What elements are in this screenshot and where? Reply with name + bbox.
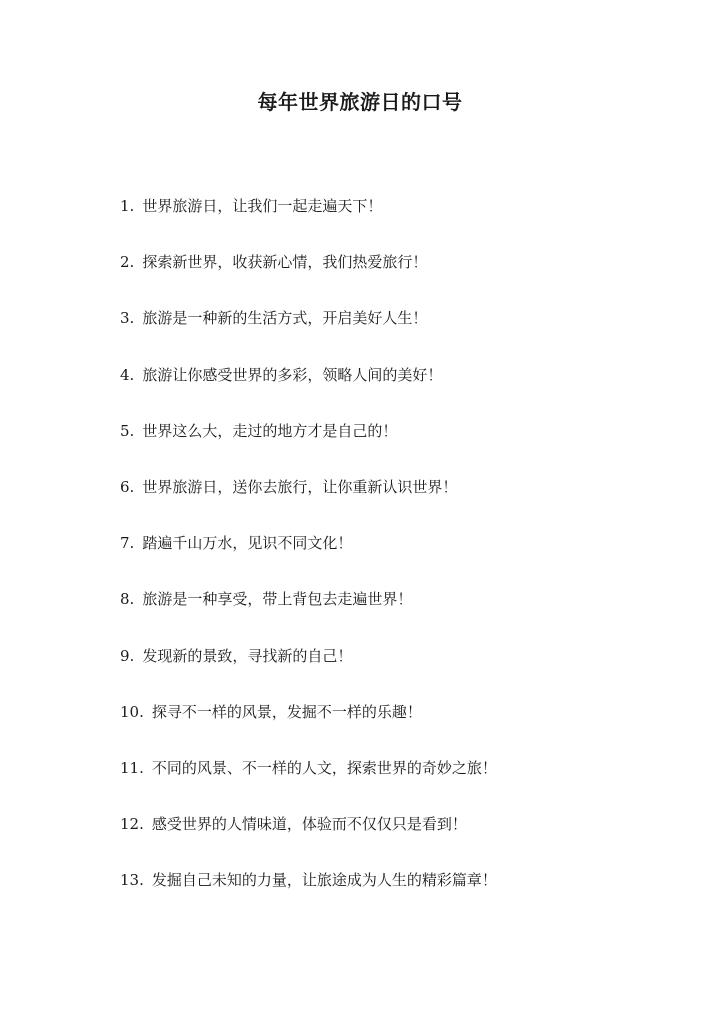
item-number: 7. [120,534,135,553]
item-number: 2. [120,253,135,272]
item-text: 旅游是一种新的生活方式，开启美好人生！ [142,309,428,328]
item-number: 13. [120,871,144,890]
item-number: 9. [120,646,135,665]
slogan-list [120,194,680,924]
item-text: 旅游让你感受世界的多彩，领略人间的美好！ [142,365,443,384]
list-item [120,812,680,868]
item-text: 不同的风景、不一样的人文，探索世界的奇妙之旅！ [151,758,497,777]
item-text: 旅游是一种享受，带上背包去走遍世界！ [142,590,413,609]
list-item [120,363,680,419]
item-text: 探寻不一样的风景，发掘不一样的乐趣！ [151,702,422,721]
document-title: 每年世界旅游日的口号 [257,90,463,114]
item-text: 感受世界的人情味道，体验而不仅仅只是看到！ [151,815,467,834]
item-text: 探索新世界，收获新心情，我们热爱旅行！ [142,253,428,272]
item-number: 10. [120,702,144,721]
list-item [120,419,680,475]
item-number: 6. [120,477,135,496]
item-text: 世界旅游日，送你去旅行，让你重新认识世界！ [142,477,458,496]
item-text: 发掘自己未知的力量，让旅途成为人生的精彩篇章！ [151,871,497,890]
list-item [120,531,680,587]
item-text: 踏遍千山万水，见识不同文化！ [142,534,353,553]
list-item [120,756,680,812]
list-item [120,475,680,531]
list-item [120,306,680,362]
list-item [120,868,680,924]
item-text: 世界这么大，走过的地方才是自己的！ [142,421,398,440]
item-number: 11. [120,758,144,777]
item-number: 12. [120,815,144,834]
item-number: 1. [120,197,135,215]
item-number: 3. [120,309,135,328]
item-number: 8. [120,590,135,609]
item-number: 5. [120,421,135,440]
list-item [120,644,680,700]
list-item [120,194,680,250]
list-item [120,587,680,643]
list-item [120,250,680,306]
item-number: 4. [120,365,135,384]
item-text: 世界旅游日，让我们一起走遍天下！ [142,197,383,215]
list-item [120,700,680,756]
item-text: 发现新的景致，寻找新的自己！ [142,646,353,665]
